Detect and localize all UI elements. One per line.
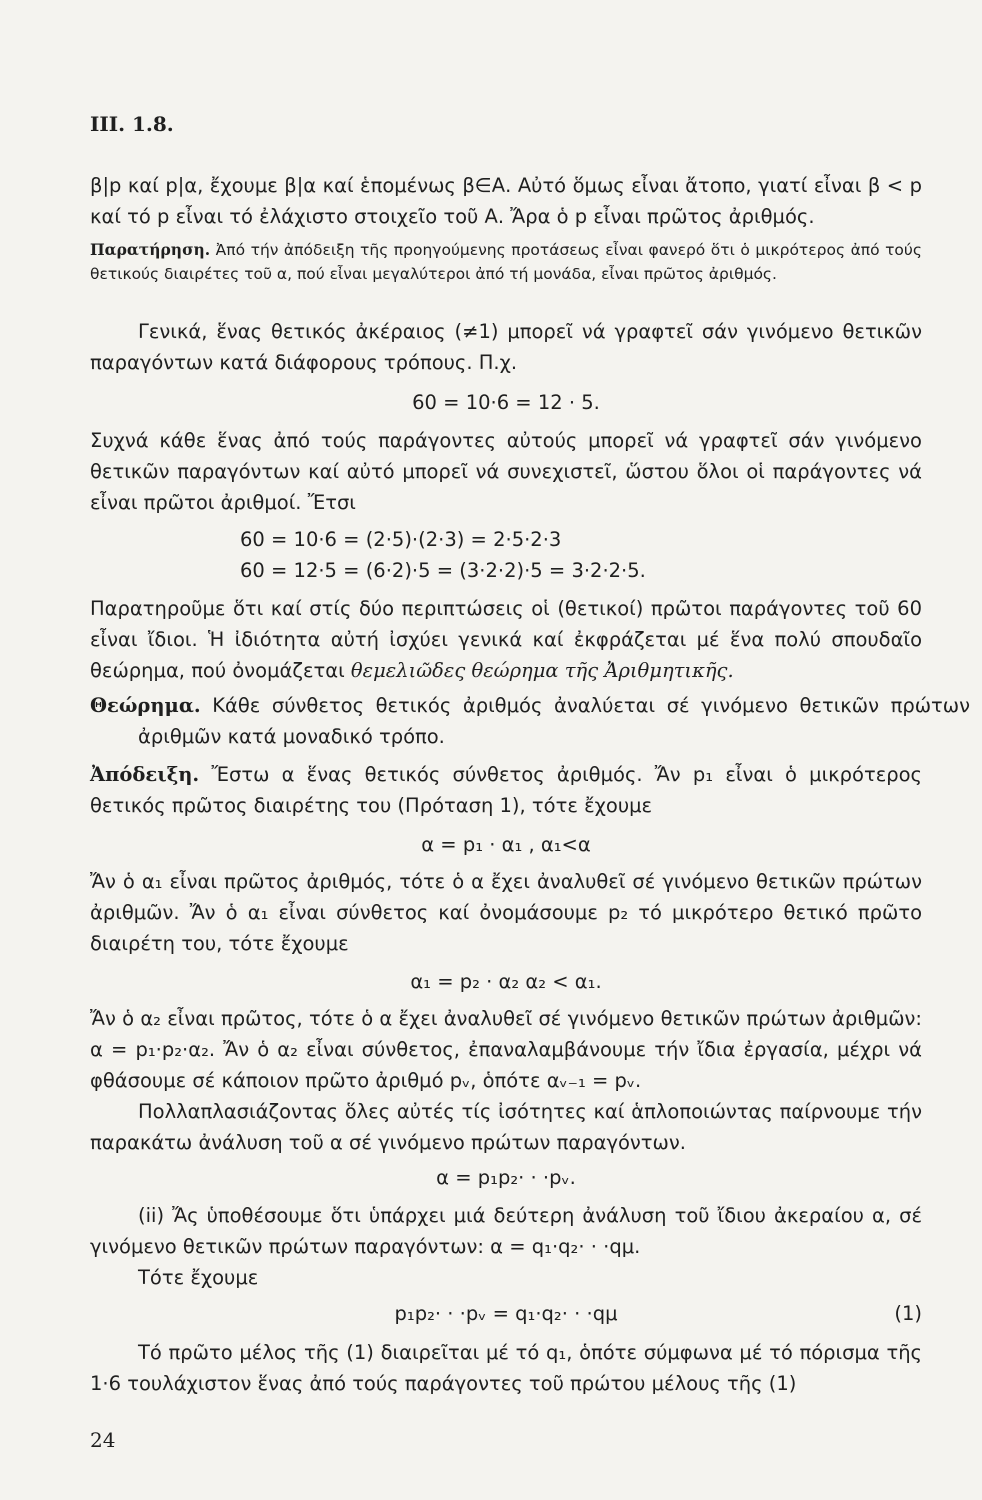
paragraph-9: Τότε ἔχουμε <box>138 1266 259 1289</box>
paragraph-6: Ἄν ὁ α₂ εἶναι πρῶτος, τότε ὁ α ἔχει ἀναλυθεῖ σέ γινόμενο θετικῶν πρώτων ἀριθμῶν: α = p₁·p₂·α₂. Ἄν ὁ α₂ εἶναι σύνθετος, ἐπαναλαμβάνουμε τήν ἴδια ἐργασία, μέχρι νά φθάσουμε σέ κάποιον πρῶτο ἀριθμό pᵥ, ὁπότε αᵥ₋₁ = pᵥ. <box>90 1007 922 1092</box>
theorem <box>90 690 970 752</box>
paragraph-5: Ἄν ὁ α₁ εἶναι πρῶτος ἀριθμός, τότε ὁ α ἔχει ἀναλυθεῖ σέ γινόμενο θετικῶν πρώτων ἀριθμῶν. Ἄν ὁ α₁ εἶναι σύνθετος καί ὀνομάσουμε p₂ τό μικρότερο θετικό πρῶτο διαιρέτη του, τότε ἔχουμε <box>90 870 922 955</box>
proof-label: Ἀπόδειξη. <box>90 763 200 786</box>
equation-number: (1) <box>894 1302 922 1325</box>
equation-4: α = p₁ · α₁ , α₁<α <box>421 833 591 856</box>
page-number: 24 <box>90 1428 116 1452</box>
equation-1: 60 = 10·6 = 12 · 5. <box>412 391 600 414</box>
paragraph-10: Τό πρῶτο μέλος τῆς (1) διαιρεῖται μέ τό q₁, ὁπότε σύμφωνα μέ τό πόρισμα τῆς 1·6 τουλάχιστον ἕνας ἀπό τούς παράγοντες τοῦ πρώτου μέλους τῆς (1) <box>90 1341 922 1395</box>
remark-text: Ἀπό τήν ἀπόδειξη τῆς προηγούμενης προτάσεως εἶναι φανερό ὅτι ὁ μικρότερος ἀπό τούς θετικούς διαιρέτες τοῦ α, πού εἶναι μεγαλύτεροι ἀπό τή μονάδα, εἶναι πρῶτος ἀριθμός. <box>90 241 922 283</box>
paragraph-7: Πολλαπλασιάζοντας ὅλες αὐτές τίς ἰσότητες καί ἁπλοποιώντας παίρνουμε τήν παρακάτω ἀνάλυση τοῦ α σέ γινόμενο πρώτων παραγόντων. <box>90 1100 922 1154</box>
equation-6: α = p₁p₂· · ·pᵥ. <box>436 1166 576 1189</box>
equation-5: α₁ = p₂ · α₂ α₂ < α₁. <box>410 970 602 993</box>
paragraph-8: (ii) Ἄς ὑποθέσουμε ὅτι ὑπάρχει μιά δεύτερη ἀνάλυση τοῦ ἴδιου ἀκεραίου α, σέ γινόμενο θετικῶν πρώτων παραγόντων: α = q₁·q₂· · ·qμ. <box>90 1204 922 1258</box>
equation-3: 60 = 12·5 = (6·2)·5 = (3·2·2)·5 = 3·2·2·5. <box>240 559 646 582</box>
paragraph-4 <box>90 593 922 686</box>
theorem-label: Θεώρημα. <box>90 694 201 717</box>
proof <box>90 759 922 821</box>
equation-2: 60 = 10·6 = (2·5)·(2·3) = 2·5·2·3 <box>240 528 562 551</box>
paragraph-1: β|p καί p|α, ἔχουμε β|α καί ἑπομένως β∈Α. Αὐτό ὅμως εἶναι ἄτοπο, γιατί εἶναι β < p καί τό p εἶναι τό ἐλάχιστο στοιχεῖο τοῦ Α. Ἄρα ὁ p εἶναι πρῶτος ἀριθμός. <box>90 174 922 228</box>
section-heading: III. 1.8. <box>90 112 174 136</box>
theorem-text: Κάθε σύνθετος θετικός ἀριθμός ἀναλύεται σέ γινόμενο θετικῶν πρώτων ἀριθμῶν κατά μοναδικό τρόπο. <box>138 694 970 748</box>
equation-7: p₁p₂· · ·pᵥ = q₁·q₂· · ·qμ <box>394 1302 618 1325</box>
remark-label: Παρατήρηση. <box>90 240 211 259</box>
paragraph-3: Συχνά κάθε ἕνας ἀπό τούς παράγοντες αὐτούς μπορεῖ νά γραφτεῖ σάν γινόμενο θετικῶν παραγόντων καί αὐτό μπορεῖ νά συνεχιστεῖ, ὥστου ὅλοι οἱ παράγοντες νά εἶναι πρῶτοι ἀριθμοί. Ἔτσι <box>90 429 922 514</box>
fundamental-theorem-name: θεμελιῶδες θεώρημα τῆς Ἀριθμητικῆς. <box>350 659 734 682</box>
paragraph-4-text: Παρατηροῦμε ὅτι καί στίς δύο περιπτώσεις οἱ (θετικοί) πρῶτοι παράγοντες τοῦ 60 εἶναι ἴδιοι. Ἡ ἰδιότητα αὐτή ἰσχύει γενικά καί ἐκφράζεται μέ ἕνα πολύ σπουδαῖο θεώρημα, πού ὀνομάζεται <box>90 597 922 682</box>
paragraph-2: Γενικά, ἕνας θετικός ἀκέραιος (≠1) μπορεῖ νά γραφτεῖ σάν γινόμενο θετικῶν παραγόντων κατά διάφορους τρόπους. Π.χ. <box>90 320 922 374</box>
proof-text: Ἔστω α ἕνας θετικός σύνθετος ἀριθμός. Ἄν p₁ εἶναι ὁ μικρότερος θετικός πρῶτος διαιρέτης του (Πρόταση 1), τότε ἔχουμε <box>90 763 922 817</box>
remark <box>90 238 922 286</box>
